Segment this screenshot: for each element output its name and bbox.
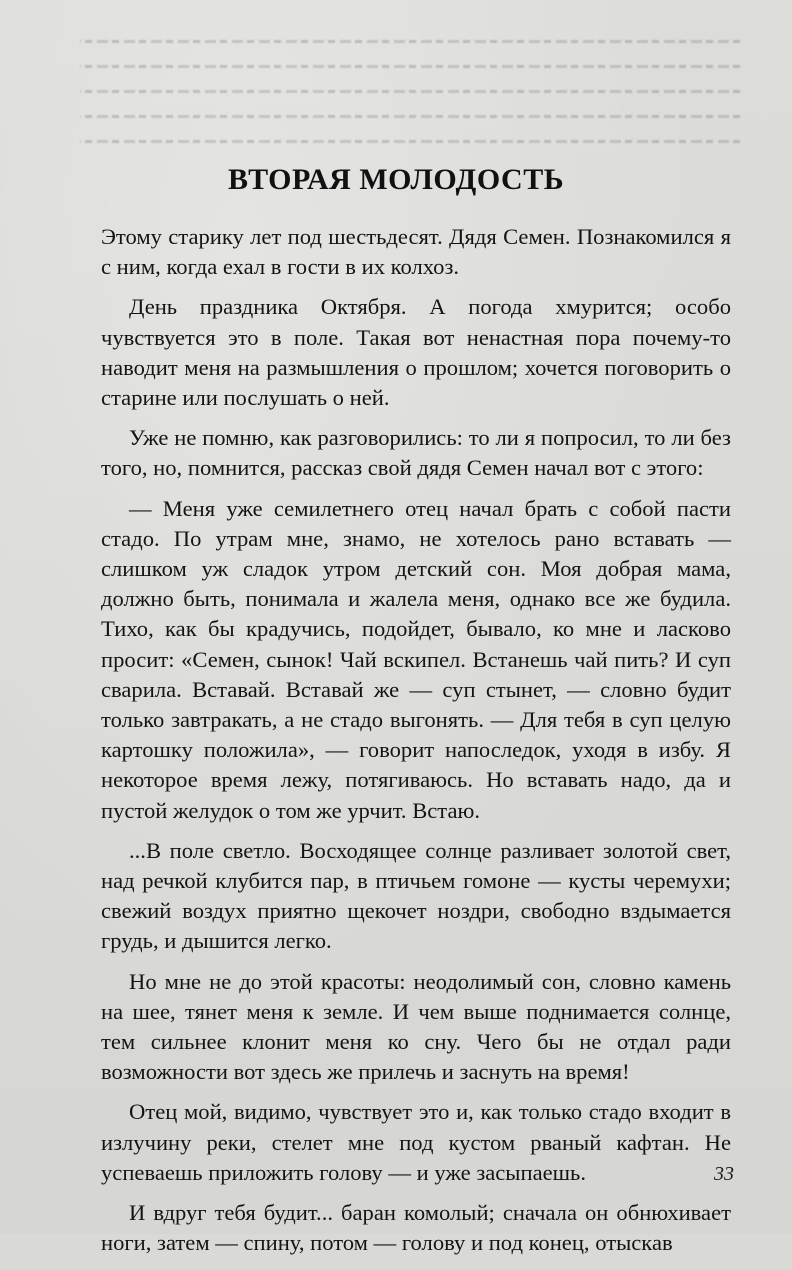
paragraph: И вдруг тебя будит... баран комолый; сначала он обнюхивает ноги, затем — спину, потом — голову и под конец, отыскав bbox=[101, 1200, 731, 1256]
paragraph: День праздника Октября. А погода хмурится; особо чувствуется это в поле. Такая вот ненастная пора почему-то наводит меня на размышления о прошлом; хочется поговорить о старине или послушать о ней. bbox=[101, 294, 731, 411]
paragraph: — Меня уже семилетнего отец начал брать с собой пасти стадо. По утрам мне, знамо, не хотелось рано вставать — слишком уж сладок утром детский сон. Моя добрая мама, должно быть, понимала и жалела меня, однако все же будила. Тихо, как бы крадучись, подойдет, бывало, ко мне и ласково просит: «Семен, сынок! Чай вскипел. Встанешь чай пить? И суп сварила. Вставай. Вставай же — суп стынет, — словно будит только завтракать, а не стадо выгонять. — Для тебя в суп целую картошку положила», — говорит напоследок, уходя в избу. Я некоторое время лежу, потягиваюсь. Но вставать надо, да и пустой желудок о том же урчит. Встаю. bbox=[101, 495, 731, 823]
chapter-body bbox=[101, 222, 731, 1269]
paragraph: Этому старику лет под шестьдесят. Дядя Семен. Познакомился я с ним, когда ехал в гости в их колхоз. bbox=[101, 224, 731, 280]
paragraph: Уже не помню, как разговорились: то ли я попросил, то ли без того, но, помнится, рассказ свой дядя Семен начал вот с этого: bbox=[101, 425, 731, 481]
paragraph: Отец мой, видимо, чувствует это и, как только стадо входит в излучину реки, стелет мне под кустом рваный кафтан. Не успеваешь приложить голову — и уже засыпаешь. bbox=[101, 1099, 731, 1185]
page-number: 33 bbox=[714, 1163, 734, 1185]
chapter-title: ВТОРАЯ МОЛОДОСТЬ bbox=[227, 163, 565, 196]
bleed-through-text bbox=[80, 28, 740, 153]
paragraph: Но мне не до этой красоты: неодолимый сон, словно камень на шее, тянет меня к земле. И чем выше поднимается солнце, тем сильнее клонит меня ко сну. Чего бы не отдал ради возможности вот здесь же прилечь и заснуть на время! bbox=[101, 968, 731, 1085]
paragraph: ...В поле светло. Восходящее солнце разливает золотой свет, над речкой клубится пар, в птичьем гомоне — кусты черемухи; свежий воздух приятно щекочет ноздри, свободно вздымается грудь, и дышится легко. bbox=[101, 837, 731, 954]
